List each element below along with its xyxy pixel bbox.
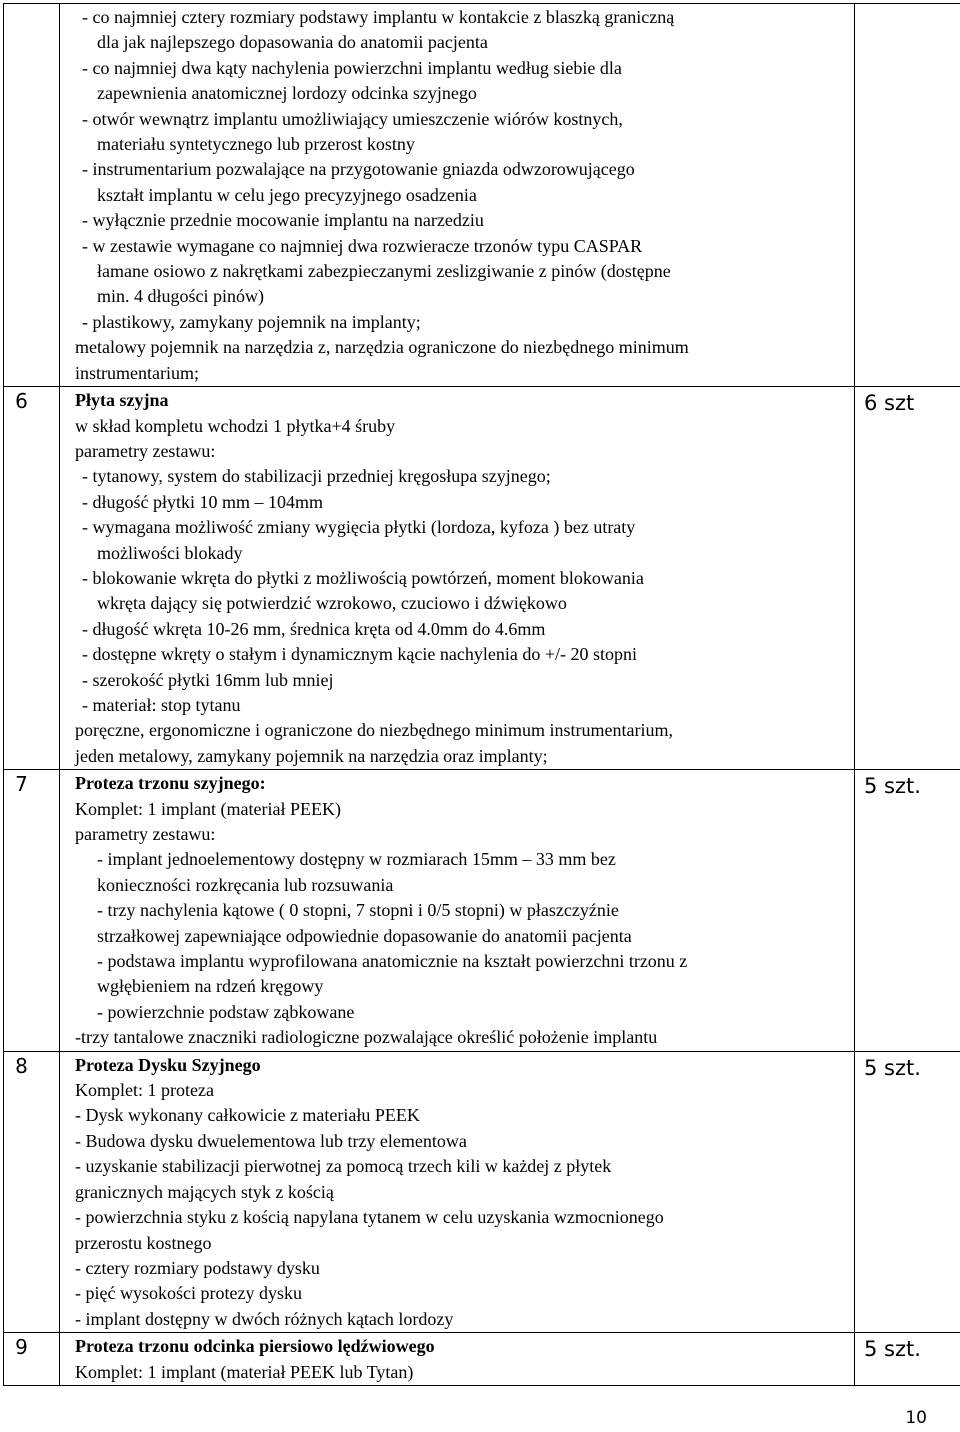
description-line: możliwości blokady bbox=[97, 542, 243, 563]
description-line: - implant jednoelementowy dostępny w rozmiarach 15mm – 33 mm bez bbox=[97, 849, 616, 870]
item-description-cell bbox=[60, 1051, 855, 1332]
description-line: kształt implantu w celu jego precyzyjnego osadzenia bbox=[97, 184, 477, 205]
description-line: - Dysk wykonany całkowicie z materiału PEEK bbox=[75, 1105, 420, 1126]
description-line: - dostępne wkręty o stałym i dynamicznym kącie nachylenia do +/- 20 stopni bbox=[82, 644, 638, 665]
description-line: - co najmniej cztery rozmiary podstawy implantu w kontakcie z blaszką graniczną bbox=[82, 7, 675, 27]
description-line: Komplet: 1 proteza bbox=[75, 1080, 214, 1101]
description-line: dla jak najlepszego dopasowania do anatomii pacjenta bbox=[97, 32, 488, 53]
description-line: - cztery rozmiary podstawy dysku bbox=[75, 1257, 320, 1278]
description-line: Komplet: 1 implant (materiał PEEK) bbox=[75, 798, 341, 819]
item-description-cell bbox=[60, 1333, 855, 1386]
item-number-cell bbox=[4, 770, 60, 1051]
description-line: - trzy nachylenia kątowe ( 0 stopni, 7 stopni i 0/5 stopni) w płaszczyźnie bbox=[97, 900, 619, 921]
description-line: - długość wkręta 10-26 mm, średnica kręta od 4.0mm do 4.6mm bbox=[82, 618, 546, 639]
quantity: 6 szt bbox=[864, 391, 915, 416]
table-row bbox=[4, 4, 960, 387]
item-number: 8 bbox=[15, 1053, 28, 1078]
quantity: 5 szt. bbox=[864, 774, 921, 799]
description-line: strzałkowej zapewniające odpowiednie dopasowanie do anatomii pacjenta bbox=[97, 925, 632, 946]
description-line: parametry zestawu: bbox=[75, 440, 216, 461]
description-line: - plastikowy, zamykany pojemnik na implanty; bbox=[82, 311, 421, 332]
description-line: konieczności rozkręcania lub rozsuwania bbox=[97, 874, 394, 895]
description-line: - materiał: stop tytanu bbox=[82, 694, 241, 715]
description-line: metalowy pojemnik na narzędzia z, narzędzia ograniczone do niezbędnego minimum bbox=[75, 337, 689, 358]
description-line: łamane osiowo z nakrętkami zabezpieczanymi zeslizgiwanie z pinów (dostępne bbox=[97, 261, 671, 282]
description-line: zapewnienia anatomicznej lordozy odcinka szyjnego bbox=[97, 83, 477, 104]
description-line: - blokowanie wkręta do płytki z możliwością powtórzeń, moment blokowania bbox=[82, 567, 644, 588]
quantity-cell bbox=[855, 1333, 960, 1386]
quantity-cell bbox=[855, 1051, 960, 1332]
description-line: - wyłącznie przednie mocowanie implantu na narzedziu bbox=[82, 210, 484, 231]
quantity: 5 szt. bbox=[864, 1055, 921, 1080]
item-number-cell bbox=[4, 4, 60, 387]
description-line: - powierzchnie podstaw ząbkowane bbox=[97, 1001, 355, 1022]
description-line: - pięć wysokości protezy dysku bbox=[75, 1283, 302, 1304]
description-line: materiału syntetycznego lub przerost kostny bbox=[97, 134, 415, 155]
description-line: wkręta dający się potwierdzić wzrokowo, czuciowo i dźwiękowo bbox=[97, 593, 567, 614]
item-description-cell bbox=[60, 387, 855, 770]
quantity bbox=[855, 4, 960, 8]
table-row bbox=[4, 770, 960, 1051]
description-line: - długość płytki 10 mm – 104mm bbox=[82, 491, 323, 512]
specification-table bbox=[3, 3, 960, 1386]
description-line: przerostu kostnego bbox=[75, 1232, 212, 1253]
description-line: poręczne, ergonomiczne i ograniczone do niezbędnego minimum instrumentarium, bbox=[75, 720, 673, 741]
item-number-cell bbox=[4, 387, 60, 770]
item-title: Proteza trzonu szyjnego: bbox=[75, 773, 266, 794]
item-description-cell bbox=[60, 4, 855, 387]
description-line: -trzy tantalowe znaczniki radiologiczne pozwalające określić położenie implantu bbox=[75, 1027, 658, 1048]
description-line: - uzyskanie stabilizacji pierwotnej za pomocą trzech kili w każdej z płytek bbox=[75, 1156, 612, 1177]
description-line: - Budowa dysku dwuelementowa lub trzy elementowa bbox=[75, 1130, 467, 1151]
description-line: granicznych mających styk z kością bbox=[75, 1181, 334, 1202]
description-line: instrumentarium; bbox=[75, 362, 199, 383]
description-line: parametry zestawu: bbox=[75, 824, 216, 844]
description-line: jeden metalowy, zamykany pojemnik na narzędzia oraz implanty; bbox=[75, 745, 548, 766]
quantity-cell bbox=[855, 387, 960, 770]
quantity-cell bbox=[855, 770, 960, 1051]
item-number-cell bbox=[4, 1333, 60, 1386]
item-number: 9 bbox=[15, 1335, 28, 1360]
item-title: Proteza trzonu odcinka piersiowo lędźwiowego bbox=[75, 1336, 435, 1357]
description-line: - co najmniej dwa kąty nachylenia powierzchni implantu według siebie dla bbox=[82, 57, 622, 78]
item-description-cell bbox=[60, 770, 855, 1051]
description-line: - implant dostępny w dwóch różnych kątach lordozy bbox=[75, 1308, 454, 1329]
table-row bbox=[4, 1333, 960, 1386]
description-line: Komplet: 1 implant (materiał PEEK lub Tytan) bbox=[75, 1361, 414, 1382]
description-line: - podstawa implantu wyprofilowana anatomicznie na kształt powierzchni trzonu z bbox=[97, 951, 688, 972]
item-title: Płyta szyjna bbox=[75, 390, 169, 411]
description-line: - powierzchnia styku z kością napylana tytanem w celu uzyskania wzmocnionego bbox=[75, 1207, 664, 1228]
description-line: - wymagana możliwość zmiany wygięcia płytki (lordoza, kyfoza ) bez utraty bbox=[82, 517, 636, 538]
description-line: w skład kompletu wchodzi 1 płytka+4 śruby bbox=[75, 415, 396, 436]
description-line: - instrumentarium pozwalające na przygotowanie gniazda odwzorowującego bbox=[82, 159, 635, 180]
description-line: - otwór wewnątrz implantu umożliwiający umieszczenie wiórów kostnych, bbox=[82, 108, 623, 129]
item-title: Proteza Dysku Szyjnego bbox=[75, 1054, 261, 1075]
description-line: - w zestawie wymagane co najmniej dwa rozwieracze trzonów typu CASPAR bbox=[82, 235, 643, 256]
item-number bbox=[4, 4, 59, 6]
page-number: 10 bbox=[905, 1408, 927, 1428]
description-line: - szerokość płytki 16mm lub mniej bbox=[82, 669, 334, 690]
table-row bbox=[4, 387, 960, 770]
item-number-cell bbox=[4, 1051, 60, 1332]
table-row bbox=[4, 1051, 960, 1332]
description-line: - tytanowy, system do stabilizacji przedniej kręgosłupa szyjnego; bbox=[82, 466, 551, 487]
quantity: 5 szt. bbox=[864, 1337, 921, 1362]
item-number: 7 bbox=[15, 772, 28, 797]
quantity-cell bbox=[855, 4, 960, 387]
item-number: 6 bbox=[15, 389, 28, 414]
description-line: wgłębieniem na rdzeń kręgowy bbox=[97, 976, 324, 997]
description-line: min. 4 długości pinów) bbox=[97, 286, 264, 307]
